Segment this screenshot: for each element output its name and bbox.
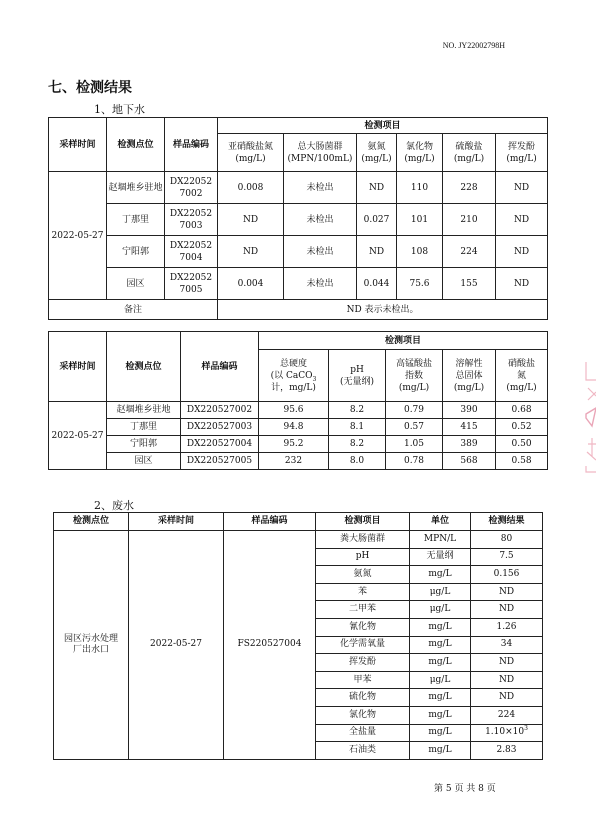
cell-item: pH xyxy=(316,548,410,566)
table-row xyxy=(49,402,548,419)
header-sampling-point: 检测点位 xyxy=(54,513,129,531)
cell-unit: mg/L xyxy=(410,689,471,707)
header-unit: 单位 xyxy=(410,513,471,531)
cell-value: 390 xyxy=(443,402,496,419)
cell-value: 0.79 xyxy=(386,402,443,419)
col-unit: (mg/L) xyxy=(453,153,485,164)
cell-value: 75.6 xyxy=(397,268,443,300)
remark-text: ND 表示未检出。 xyxy=(218,300,548,320)
cell-item: 氰化物 xyxy=(316,618,410,636)
groundwater-table-2 xyxy=(48,331,548,470)
cell-point: 赵堌堆乡驻地 xyxy=(107,172,165,204)
col-header xyxy=(496,350,548,402)
header-sample-code: 样品编码 xyxy=(165,118,218,172)
col-name: 硫酸盐 xyxy=(455,141,483,152)
col-line: (mg/L) xyxy=(453,382,485,393)
cell-value: 389 xyxy=(443,436,496,453)
cell-value: 0.044 xyxy=(357,268,397,300)
cell-point: 园区污水处理厂出水口 xyxy=(54,531,129,760)
cell-code: DX220527002 xyxy=(181,402,259,419)
col-subscript: 3 xyxy=(312,375,317,383)
sampling-date: 2022-05-27 xyxy=(49,172,107,300)
cell-unit: MPN/L xyxy=(410,531,471,549)
cell-result: 1.26 xyxy=(471,618,543,636)
col-name: 挥发酚 xyxy=(508,141,536,152)
col-header xyxy=(218,134,284,172)
cell-unit: 无量纲 xyxy=(410,548,471,566)
header-sampling-time: 采样时间 xyxy=(49,118,107,172)
cell-value: 415 xyxy=(443,419,496,436)
cell-result xyxy=(471,724,543,742)
document-number: NO. JY22002798H xyxy=(442,41,505,50)
cell-value: 101 xyxy=(397,204,443,236)
cell-result: 80 xyxy=(471,531,543,549)
cell-result: ND xyxy=(471,601,543,619)
cell-value: 0.004 xyxy=(218,268,284,300)
cell-value: ND xyxy=(357,172,397,204)
col-line: 总硬度 xyxy=(279,358,307,369)
table-row xyxy=(49,453,548,470)
cell-point: 丁那里 xyxy=(107,419,181,436)
col-name: 氨氮 xyxy=(367,141,386,152)
col-line: 总固体 xyxy=(455,370,483,381)
cell-value: 0.008 xyxy=(218,172,284,204)
cell-unit: μg/L xyxy=(410,583,471,601)
cell-value: 0.78 xyxy=(386,453,443,470)
cell-value: 228 xyxy=(443,172,496,204)
cell-result: 224 xyxy=(471,706,543,724)
cell-value: 未检出 xyxy=(284,236,357,268)
cell-value: 224 xyxy=(443,236,496,268)
table-row xyxy=(54,531,543,549)
cell-value: 95.6 xyxy=(259,402,329,419)
cell-value: ND xyxy=(496,172,548,204)
col-header xyxy=(329,350,386,402)
col-line: 高锰酸盐 xyxy=(395,358,432,369)
col-header xyxy=(357,134,397,172)
seal-stamp-icon xyxy=(582,356,596,476)
col-line-text: (以 CaCO xyxy=(270,370,313,381)
col-name: 总大肠菌群 xyxy=(297,141,343,152)
header-test-items: 检测项目 xyxy=(259,332,548,350)
page-footer: 第 5 页 共 8 页 xyxy=(434,784,496,794)
table-row xyxy=(49,436,548,453)
cell-value: 94.8 xyxy=(259,419,329,436)
cell-item: 粪大肠菌群 xyxy=(316,531,410,549)
cell-value: 未检出 xyxy=(284,172,357,204)
cell-value: 0.57 xyxy=(386,419,443,436)
cell-unit: μg/L xyxy=(410,601,471,619)
col-unit: (mg/L) xyxy=(361,153,392,164)
subsection-wastewater-title: 2、废水 xyxy=(94,499,134,512)
header-result: 检测结果 xyxy=(471,513,543,531)
cell-value: 0.58 xyxy=(496,453,548,470)
cell-result-text: 1.10×10 xyxy=(485,727,525,738)
cell-code: DX220527005 xyxy=(181,453,259,470)
col-header xyxy=(259,350,329,402)
cell-code: DX22052 7002 xyxy=(165,172,218,204)
header-test-item: 检测项目 xyxy=(316,513,410,531)
col-line: 指数 xyxy=(404,370,423,381)
cell-result: ND xyxy=(471,671,543,689)
cell-value: 232 xyxy=(259,453,329,470)
cell-unit: mg/L xyxy=(410,742,471,760)
cell-item: 甲苯 xyxy=(316,671,410,689)
cell-value: ND xyxy=(496,268,548,300)
cell-value: 8.2 xyxy=(329,436,386,453)
cell-unit: mg/L xyxy=(410,618,471,636)
cell-result: ND xyxy=(471,654,543,672)
cell-unit: μg/L xyxy=(410,671,471,689)
cell-unit: mg/L xyxy=(410,566,471,584)
cell-item: 二甲苯 xyxy=(316,601,410,619)
cell-value: 0.50 xyxy=(496,436,548,453)
col-unit: (mg/L) xyxy=(506,153,537,164)
cell-point: 宁阳郭 xyxy=(107,236,165,268)
cell-value: 0.68 xyxy=(496,402,548,419)
remark-row xyxy=(49,300,548,320)
header-sampling-point: 检测点位 xyxy=(107,118,165,172)
cell-value: 8.1 xyxy=(329,419,386,436)
cell-value: ND xyxy=(496,236,548,268)
cell-value: 1.05 xyxy=(386,436,443,453)
wastewater-table xyxy=(53,512,543,760)
cell-code: FS220527004 xyxy=(224,531,316,760)
col-unit: (mg/L) xyxy=(404,153,435,164)
col-header xyxy=(443,134,496,172)
cell-item: 苯 xyxy=(316,583,410,601)
section-title: 七、检测结果 xyxy=(48,80,132,96)
col-header xyxy=(386,350,443,402)
cell-point: 园区 xyxy=(107,268,165,300)
cell-value: 155 xyxy=(443,268,496,300)
header-sample-code: 样品编码 xyxy=(181,332,259,402)
cell-code: DX220527003 xyxy=(181,419,259,436)
col-header xyxy=(496,134,548,172)
cell-unit: mg/L xyxy=(410,636,471,654)
col-line xyxy=(259,370,328,382)
groundwater-table-1 xyxy=(48,117,548,320)
cell-value: 8.2 xyxy=(329,402,386,419)
cell-value: 未检出 xyxy=(284,204,357,236)
header-sample-code: 样品编码 xyxy=(224,513,316,531)
cell-result: ND xyxy=(471,583,543,601)
cell-unit: mg/L xyxy=(410,654,471,672)
cell-result: 34 xyxy=(471,636,543,654)
col-header xyxy=(284,134,357,172)
cell-point: 宁阳郭 xyxy=(107,436,181,453)
cell-value: 110 xyxy=(397,172,443,204)
cell-code: DX220527004 xyxy=(181,436,259,453)
cell-value: 95.2 xyxy=(259,436,329,453)
cell-value: ND xyxy=(218,204,284,236)
col-line: pH xyxy=(350,364,364,375)
col-header xyxy=(443,350,496,402)
cell-value: ND xyxy=(218,236,284,268)
col-line: 氮 xyxy=(517,370,527,381)
col-name: 氯化物 xyxy=(405,141,433,152)
cell-value: 568 xyxy=(443,453,496,470)
col-line: (mg/L) xyxy=(398,382,430,393)
col-header xyxy=(397,134,443,172)
col-line: 硝酸盐 xyxy=(508,358,536,369)
sampling-date: 2022-05-27 xyxy=(129,531,224,760)
cell-code: DX22052 7003 xyxy=(165,204,218,236)
col-line: 计，mg/L) xyxy=(271,382,316,393)
cell-item: 全盐量 xyxy=(316,724,410,742)
header-sampling-point: 检测点位 xyxy=(107,332,181,402)
cell-value: ND xyxy=(496,204,548,236)
cell-item: 氯化物 xyxy=(316,706,410,724)
table-row xyxy=(49,172,548,204)
cell-unit: mg/L xyxy=(410,724,471,742)
cell-value: 0.027 xyxy=(357,204,397,236)
remark-label: 备注 xyxy=(49,300,218,320)
cell-result-exponent: 3 xyxy=(524,725,528,733)
cell-item: 挥发酚 xyxy=(316,654,410,672)
cell-point: 园区 xyxy=(107,453,181,470)
subsection-groundwater-title: 1、地下水 xyxy=(94,103,145,116)
cell-result: 7.5 xyxy=(471,548,543,566)
cell-point: 丁那里 xyxy=(107,204,165,236)
col-name: 亚硝酸盐氮 xyxy=(227,141,273,152)
table-row xyxy=(49,204,548,236)
sampling-date: 2022-05-27 xyxy=(49,402,107,470)
table-row xyxy=(49,419,548,436)
cell-code: DX22052 7004 xyxy=(165,236,218,268)
table-row xyxy=(49,236,548,268)
col-unit: (MPN/100mL) xyxy=(287,153,353,164)
cell-point: 赵堌堆乡驻地 xyxy=(107,402,181,419)
header-sampling-time: 采样时间 xyxy=(49,332,107,402)
cell-value: 108 xyxy=(397,236,443,268)
table-row xyxy=(49,268,548,300)
cell-item: 氨氮 xyxy=(316,566,410,584)
col-line: (无量纲) xyxy=(339,376,375,387)
header-sampling-time: 采样时间 xyxy=(129,513,224,531)
cell-item: 硫化物 xyxy=(316,689,410,707)
cell-unit: mg/L xyxy=(410,706,471,724)
cell-result: 0.156 xyxy=(471,566,543,584)
cell-value: 210 xyxy=(443,204,496,236)
header-test-items: 检测项目 xyxy=(218,118,548,134)
cell-item: 石油类 xyxy=(316,742,410,760)
col-unit: (mg/L) xyxy=(235,153,266,164)
cell-value: 8.0 xyxy=(329,453,386,470)
cell-value: 0.52 xyxy=(496,419,548,436)
cell-item: 化学需氧量 xyxy=(316,636,410,654)
cell-result: 2.83 xyxy=(471,742,543,760)
cell-result: ND xyxy=(471,689,543,707)
col-line: 溶解性 xyxy=(455,358,483,369)
cell-value: ND xyxy=(357,236,397,268)
cell-code: DX22052 7005 xyxy=(165,268,218,300)
col-line: (mg/L) xyxy=(506,382,537,393)
cell-value: 未检出 xyxy=(284,268,357,300)
